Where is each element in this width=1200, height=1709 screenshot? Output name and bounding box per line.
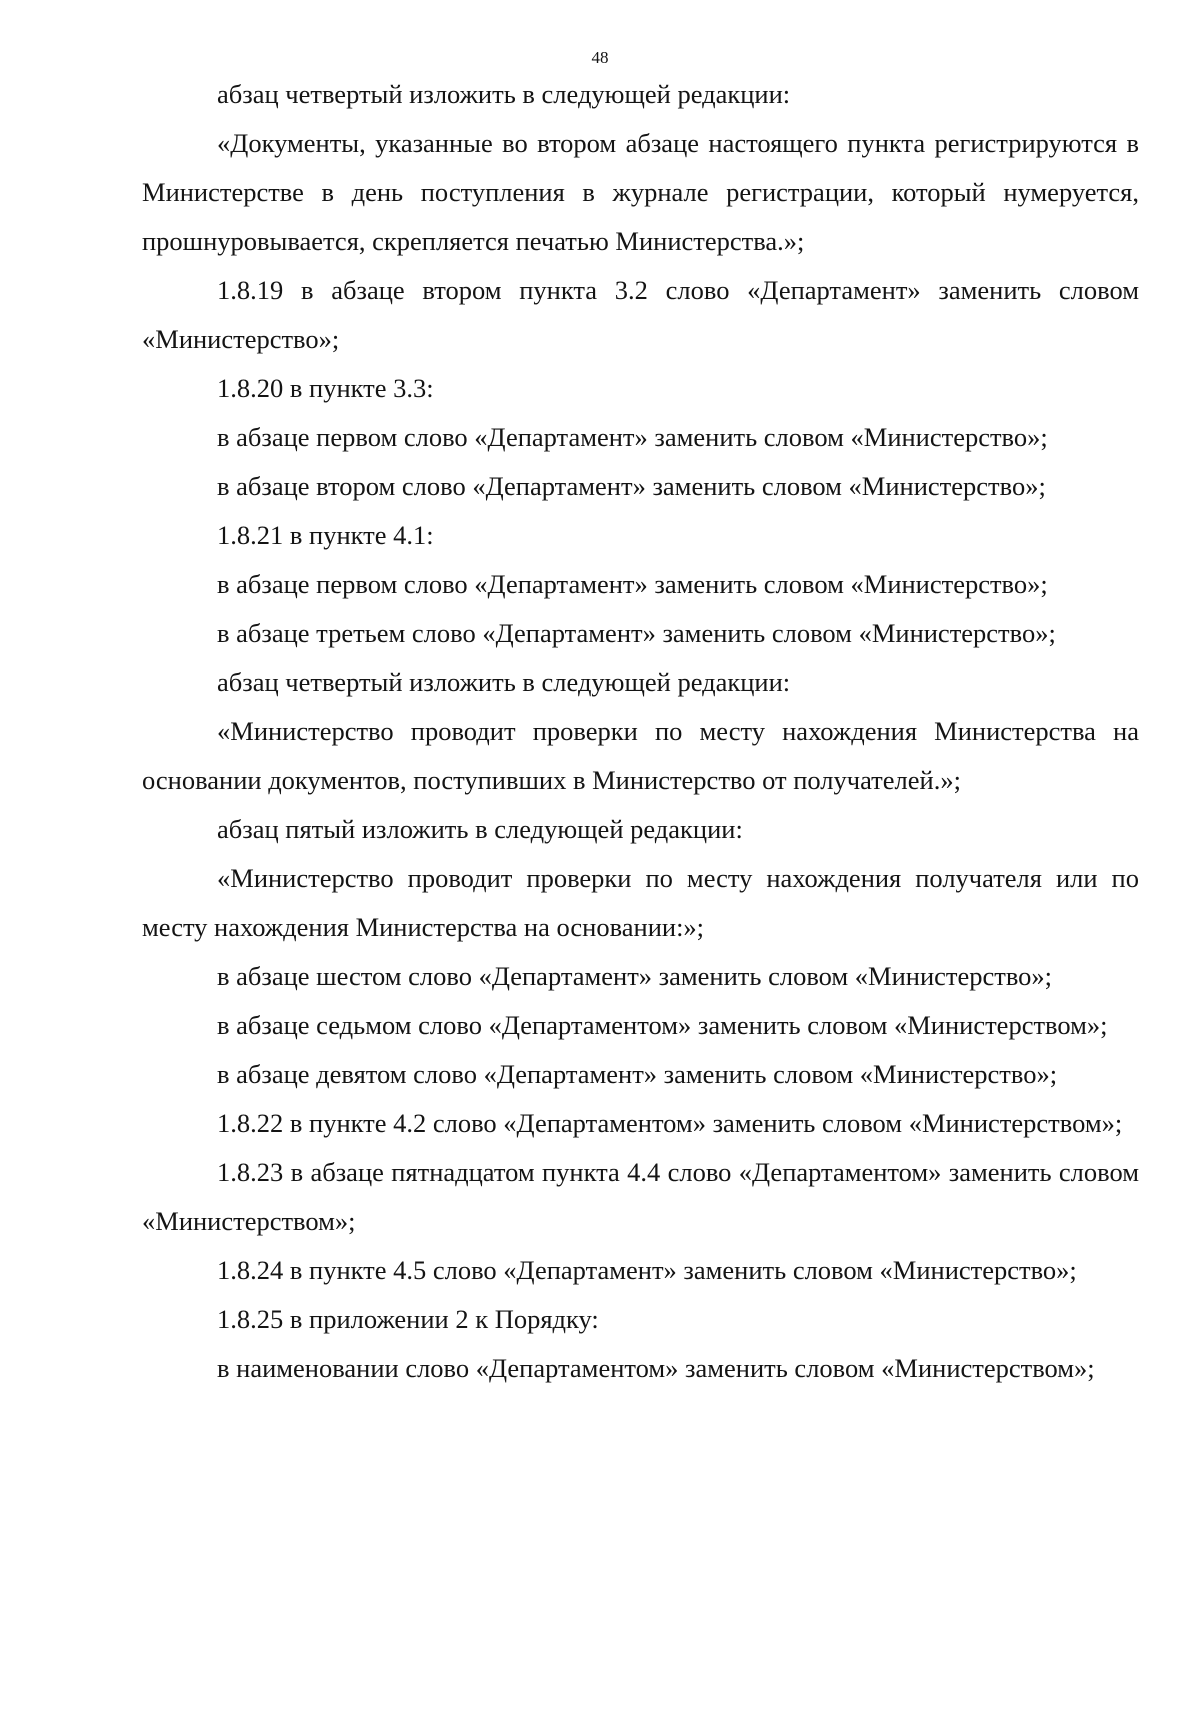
paragraph: абзац четвертый изложить в следующей редакции:	[217, 79, 791, 109]
paragraph: в абзаце седьмом слово «Департаментом» заменить словом «Министерством»;	[217, 1010, 1108, 1040]
paragraph: в наименовании слово «Департаментом» заменить словом «Министерством»;	[217, 1353, 1095, 1383]
paragraph: 1.8.24 в пункте 4.5 слово «Департамент» заменить словом «Министерство»;	[217, 1255, 1077, 1285]
paragraph: «Министерство проводит проверки по месту нахождения Министерства на основании документов, поступивших в Министерство от получателей.»;	[142, 716, 1139, 795]
paragraph: в абзаце первом слово «Департамент» заменить словом «Министерство»;	[217, 569, 1048, 599]
paragraph: в абзаце третьем слово «Департамент» заменить словом «Министерство»;	[217, 618, 1056, 648]
paragraph: «Министерство проводит проверки по месту нахождения получателя или по месту нахождения Министерства на основании:»;	[142, 863, 1139, 942]
paragraph: 1.8.22 в пункте 4.2 слово «Департаментом» заменить словом «Министерством»;	[217, 1108, 1123, 1138]
paragraph: 1.8.19 в абзаце втором пункта 3.2 слово «Департамент» заменить словом «Министерство»;	[142, 275, 1139, 354]
page-number: 48	[591, 48, 609, 67]
paragraph: в абзаце шестом слово «Департамент» заменить словом «Министерство»;	[217, 961, 1053, 991]
paragraph: абзац пятый изложить в следующей редакции:	[217, 814, 743, 844]
paragraph: 1.8.21 в пункте 4.1:	[217, 520, 434, 550]
paragraph: в абзаце девятом слово «Департамент» заменить словом «Министерство»;	[217, 1059, 1058, 1089]
paragraph: 1.8.20 в пункте 3.3:	[217, 373, 434, 403]
document-body	[142, 70, 1139, 1393]
paragraph: абзац четвертый изложить в следующей редакции:	[217, 667, 791, 697]
paragraph: 1.8.23 в абзаце пятнадцатом пункта 4.4 слово «Департаментом» заменить словом «Министерством»;	[142, 1157, 1139, 1236]
paragraph: «Документы, указанные во втором абзаце настоящего пункта регистрируются в Министерстве в день поступления в журнале регистрации, который нумеруется, прошнуровывается, скрепляется печатью Министерства.»;	[142, 128, 1139, 256]
paragraph: в абзаце первом слово «Департамент» заменить словом «Министерство»;	[217, 422, 1048, 452]
paragraph: 1.8.25 в приложении 2 к Порядку:	[217, 1304, 599, 1334]
paragraph: в абзаце втором слово «Департамент» заменить словом «Министерство»;	[217, 471, 1046, 501]
